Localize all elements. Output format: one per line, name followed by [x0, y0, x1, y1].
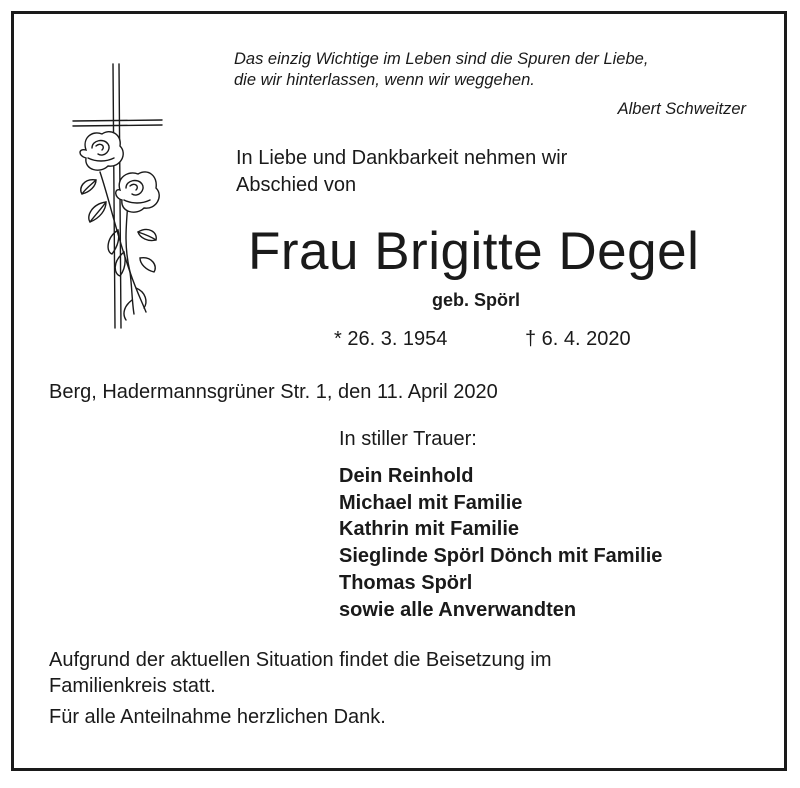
intro-line-1: In Liebe und Dankbarkeit nehmen wir [236, 147, 568, 169]
quote-line-1: Das einzig Wichtige im Leben sind die Spuren der Liebe, [234, 50, 649, 68]
quote-line-2: die wir hinterlassen, wenn wir weggehen. [234, 71, 535, 89]
birth-date: * 26. 3. 1954 [334, 328, 448, 350]
place-and-date: Berg, Hadermannsgrüner Str. 1, den 11. April 2020 [49, 381, 498, 403]
funeral-notice [49, 647, 749, 699]
intro-text [236, 145, 567, 199]
quote-author: Albert Schweitzer [617, 100, 746, 118]
notice-line-2: Familienkreis statt. [49, 675, 216, 697]
mourner: Kathrin mit Familie [339, 518, 520, 541]
notice-line-1: Aufgrund der aktuellen Situation findet die Beisetzung im [49, 649, 552, 671]
intro-line-2: Abschied von [236, 174, 357, 196]
deceased-name: Frau Brigitte Degel [248, 222, 700, 281]
mourning-label: In stiller Trauer: [339, 428, 477, 450]
mourner: Dein Reinhold [339, 465, 474, 487]
mourners-list [339, 463, 662, 623]
mourner: Thomas Spörl [339, 571, 473, 594]
mourner: sowie alle Anverwandten [339, 598, 577, 621]
mourner: Michael mit Familie [339, 491, 523, 514]
death-date: † 6. 4. 2020 [525, 328, 631, 350]
mourner: Sieglinde Spörl Dönch mit Familie [339, 545, 663, 568]
maiden-name: geb. Spörl [432, 290, 521, 310]
thanks-text: Für alle Anteilnahme herzlichen Dank. [49, 706, 386, 728]
quote [234, 49, 750, 91]
cross-with-roses-icon [60, 62, 170, 330]
